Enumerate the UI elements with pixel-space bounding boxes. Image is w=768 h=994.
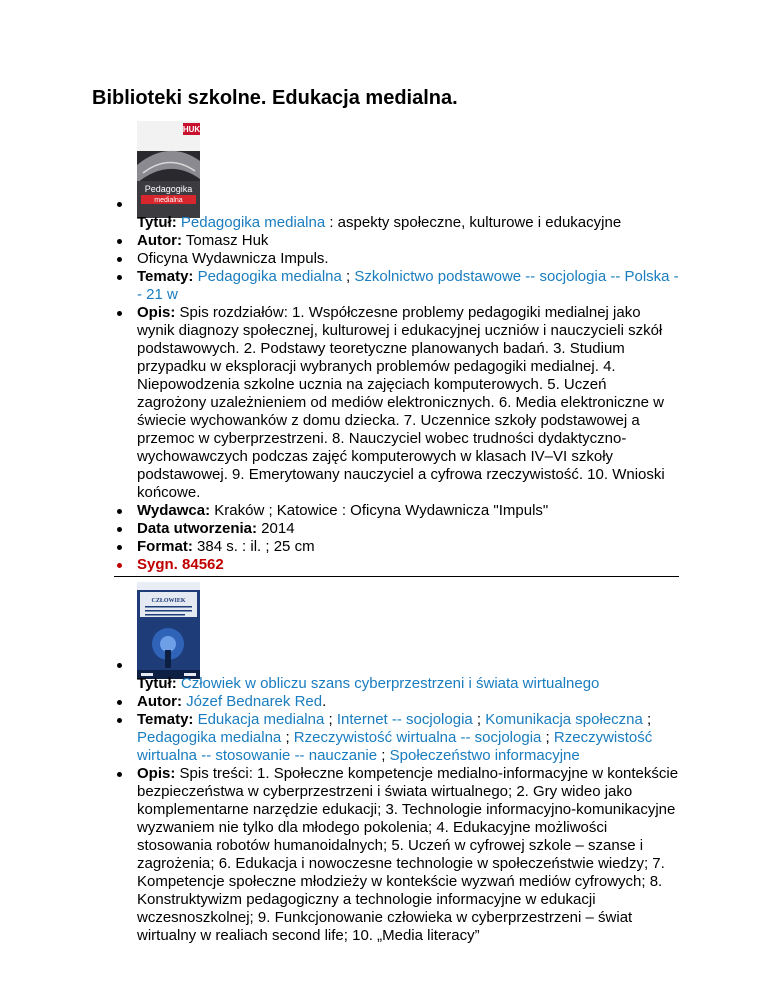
topic-link[interactable]: Społeczeństwo informacyjne bbox=[389, 747, 580, 764]
author-row bbox=[114, 232, 679, 250]
organization-row bbox=[114, 250, 679, 268]
author-label: Autor: bbox=[137, 693, 182, 710]
author-rest: . bbox=[322, 693, 327, 710]
description-label: Opis: bbox=[137, 304, 176, 321]
book-cover-image[interactable] bbox=[137, 582, 200, 679]
topic-separator: ; bbox=[324, 711, 337, 728]
cover-title-mark-2: medialna bbox=[154, 197, 183, 204]
description-value: Spis treści: 1. Społeczne kompetencje medialno-informacyjne w kontekście bezpieczeństwa w cyberprzestrzeni i świata wirtualnego; 2. Gry wideo jako komplementarne narzędzie edukacji; 3. Technologie informacyjno-komunikacyjne wyzwaniem nie tylko dla młodego pokolenia; 4. Edukacyjne możliwości stosowania robotów humanoidalnych; 5. Uczeń w cyfrowej szkole – szanse i zagrożenia; 6. Edukacja i nowoczesne technologie w społeczeństwie wiedzy; 7. Kompetencje społeczne młodzieży w kontekście wyzwań mediów cyfrowych; 8. Konstruktywizm pedagogiczny a technologie informacyjne w edukacji wczesnoszkolnej; 9. Funkcjonowanie człowieka w cyberprzestrzeni – świat wirtualny w realiach second life; 10. „Media literacy” bbox=[137, 765, 679, 944]
topic-separator: ; bbox=[341, 268, 355, 285]
record-divider bbox=[114, 576, 679, 577]
author-row bbox=[114, 693, 679, 711]
cover-title-mark: CZŁOWIEK bbox=[151, 598, 186, 604]
topic-link[interactable]: Pedagogika medialna bbox=[197, 268, 342, 285]
description-row bbox=[114, 304, 679, 502]
date-value: 2014 bbox=[257, 520, 295, 537]
title-link[interactable]: Człowiek w obliczu szans cyberprzestrzeni i świata wirtualnego bbox=[180, 675, 600, 692]
format-value: 384 s. : il. ; 25 cm bbox=[192, 538, 315, 555]
topic-separator: ; bbox=[541, 729, 554, 746]
record-1-fields bbox=[114, 121, 679, 574]
topic-link[interactable]: Rzeczywistość wirtualna -- socjologia bbox=[293, 729, 542, 746]
topics-label: Tematy: bbox=[137, 268, 194, 285]
book-cover-image[interactable] bbox=[137, 121, 200, 218]
topics-row bbox=[114, 711, 679, 765]
format-label: Format: bbox=[137, 538, 193, 555]
topic-separator: ; bbox=[472, 711, 486, 728]
record-1 bbox=[114, 121, 679, 577]
publisher-value: Kraków ; Katowice : Oficyna Wydawnicza "Impuls" bbox=[210, 502, 549, 519]
title-row bbox=[114, 582, 679, 693]
description-value: Spis rozdziałów: 1. Współczesne problemy pedagogiki medialnej jako wynik diagnozy społecznej, kulturowej i edukacyjnej uczniów i nauczycieli szkół podstawowych. 2. Podstawy teoretyczne planowanych badań. 3. Studium przypadku w eksploracji wybranych problemów pedagogiki medialnej. 4. Niepowodzenia szkolne ucznia na zajęciach komputerowych. 5. Uczeń zagrożony uzależnieniem od mediów elektronicznych. 6. Media elektroniczne w świecie wychowanków z domu dziecka. 7. Uczennice szkoły podstawowej a przemoc w cyberprzestrzeni. 8. Nauczyciel wobec trudności dydaktyczno-wychowawczych podczas zajęć komputerowych w klasach IV–VI szkoły podstawowej. 9. Emerytowany nauczyciel a cyfrowa rzeczywistość. 10. Wnioski końcowe. bbox=[137, 304, 665, 501]
title-link[interactable]: Pedagogika medialna bbox=[180, 214, 326, 231]
topic-link[interactable]: Edukacja medialna bbox=[197, 711, 325, 728]
date-label: Data utworzenia: bbox=[137, 520, 258, 537]
date-row bbox=[114, 520, 679, 538]
topic-separator: ; bbox=[377, 747, 390, 764]
publisher-row bbox=[114, 502, 679, 520]
topic-link[interactable]: Internet -- socjologia bbox=[336, 711, 473, 728]
record-2 bbox=[114, 582, 679, 945]
topic-link[interactable]: Rzeczywistość wirtualna -- stosowanie -- nauczanie bbox=[137, 729, 653, 764]
topic-separator: ; bbox=[642, 711, 652, 728]
author-link[interactable]: Józef Bednarek Red bbox=[186, 693, 323, 710]
call-number-row bbox=[114, 556, 679, 574]
topics-row bbox=[114, 268, 679, 304]
topic-link[interactable]: Szkolnictwo podstawowe -- socjologia -- Polska -- 21 w bbox=[137, 268, 679, 303]
description-row bbox=[114, 765, 679, 945]
title-label: Tytuł: bbox=[137, 214, 177, 231]
title-row bbox=[114, 121, 679, 232]
page-title: Biblioteki szkolne. Edukacja medialna. bbox=[92, 87, 458, 109]
description-label: Opis: bbox=[137, 765, 176, 782]
author-label: Autor: bbox=[137, 232, 182, 249]
cover-author-mark: HUK bbox=[182, 125, 200, 134]
organization-value: Oficyna Wydawnicza Impuls. bbox=[137, 250, 329, 267]
format-row bbox=[114, 538, 679, 556]
topics-label: Tematy: bbox=[137, 711, 194, 728]
record-2-fields bbox=[114, 582, 679, 945]
cover-title-mark: Pedagogika bbox=[144, 184, 193, 194]
topic-link[interactable]: Komunikacja społeczna bbox=[485, 711, 643, 728]
author-value: Tomasz Huk bbox=[182, 232, 269, 249]
topic-link[interactable]: Pedagogika medialna bbox=[137, 729, 282, 746]
call-number-value: Sygn. 84562 bbox=[137, 556, 224, 573]
title-label: Tytuł: bbox=[137, 675, 177, 692]
title-rest: : aspekty społeczne, kulturowe i edukacyjne bbox=[325, 214, 622, 231]
topic-separator: ; bbox=[281, 729, 294, 746]
publisher-label: Wydawca: bbox=[137, 502, 211, 519]
